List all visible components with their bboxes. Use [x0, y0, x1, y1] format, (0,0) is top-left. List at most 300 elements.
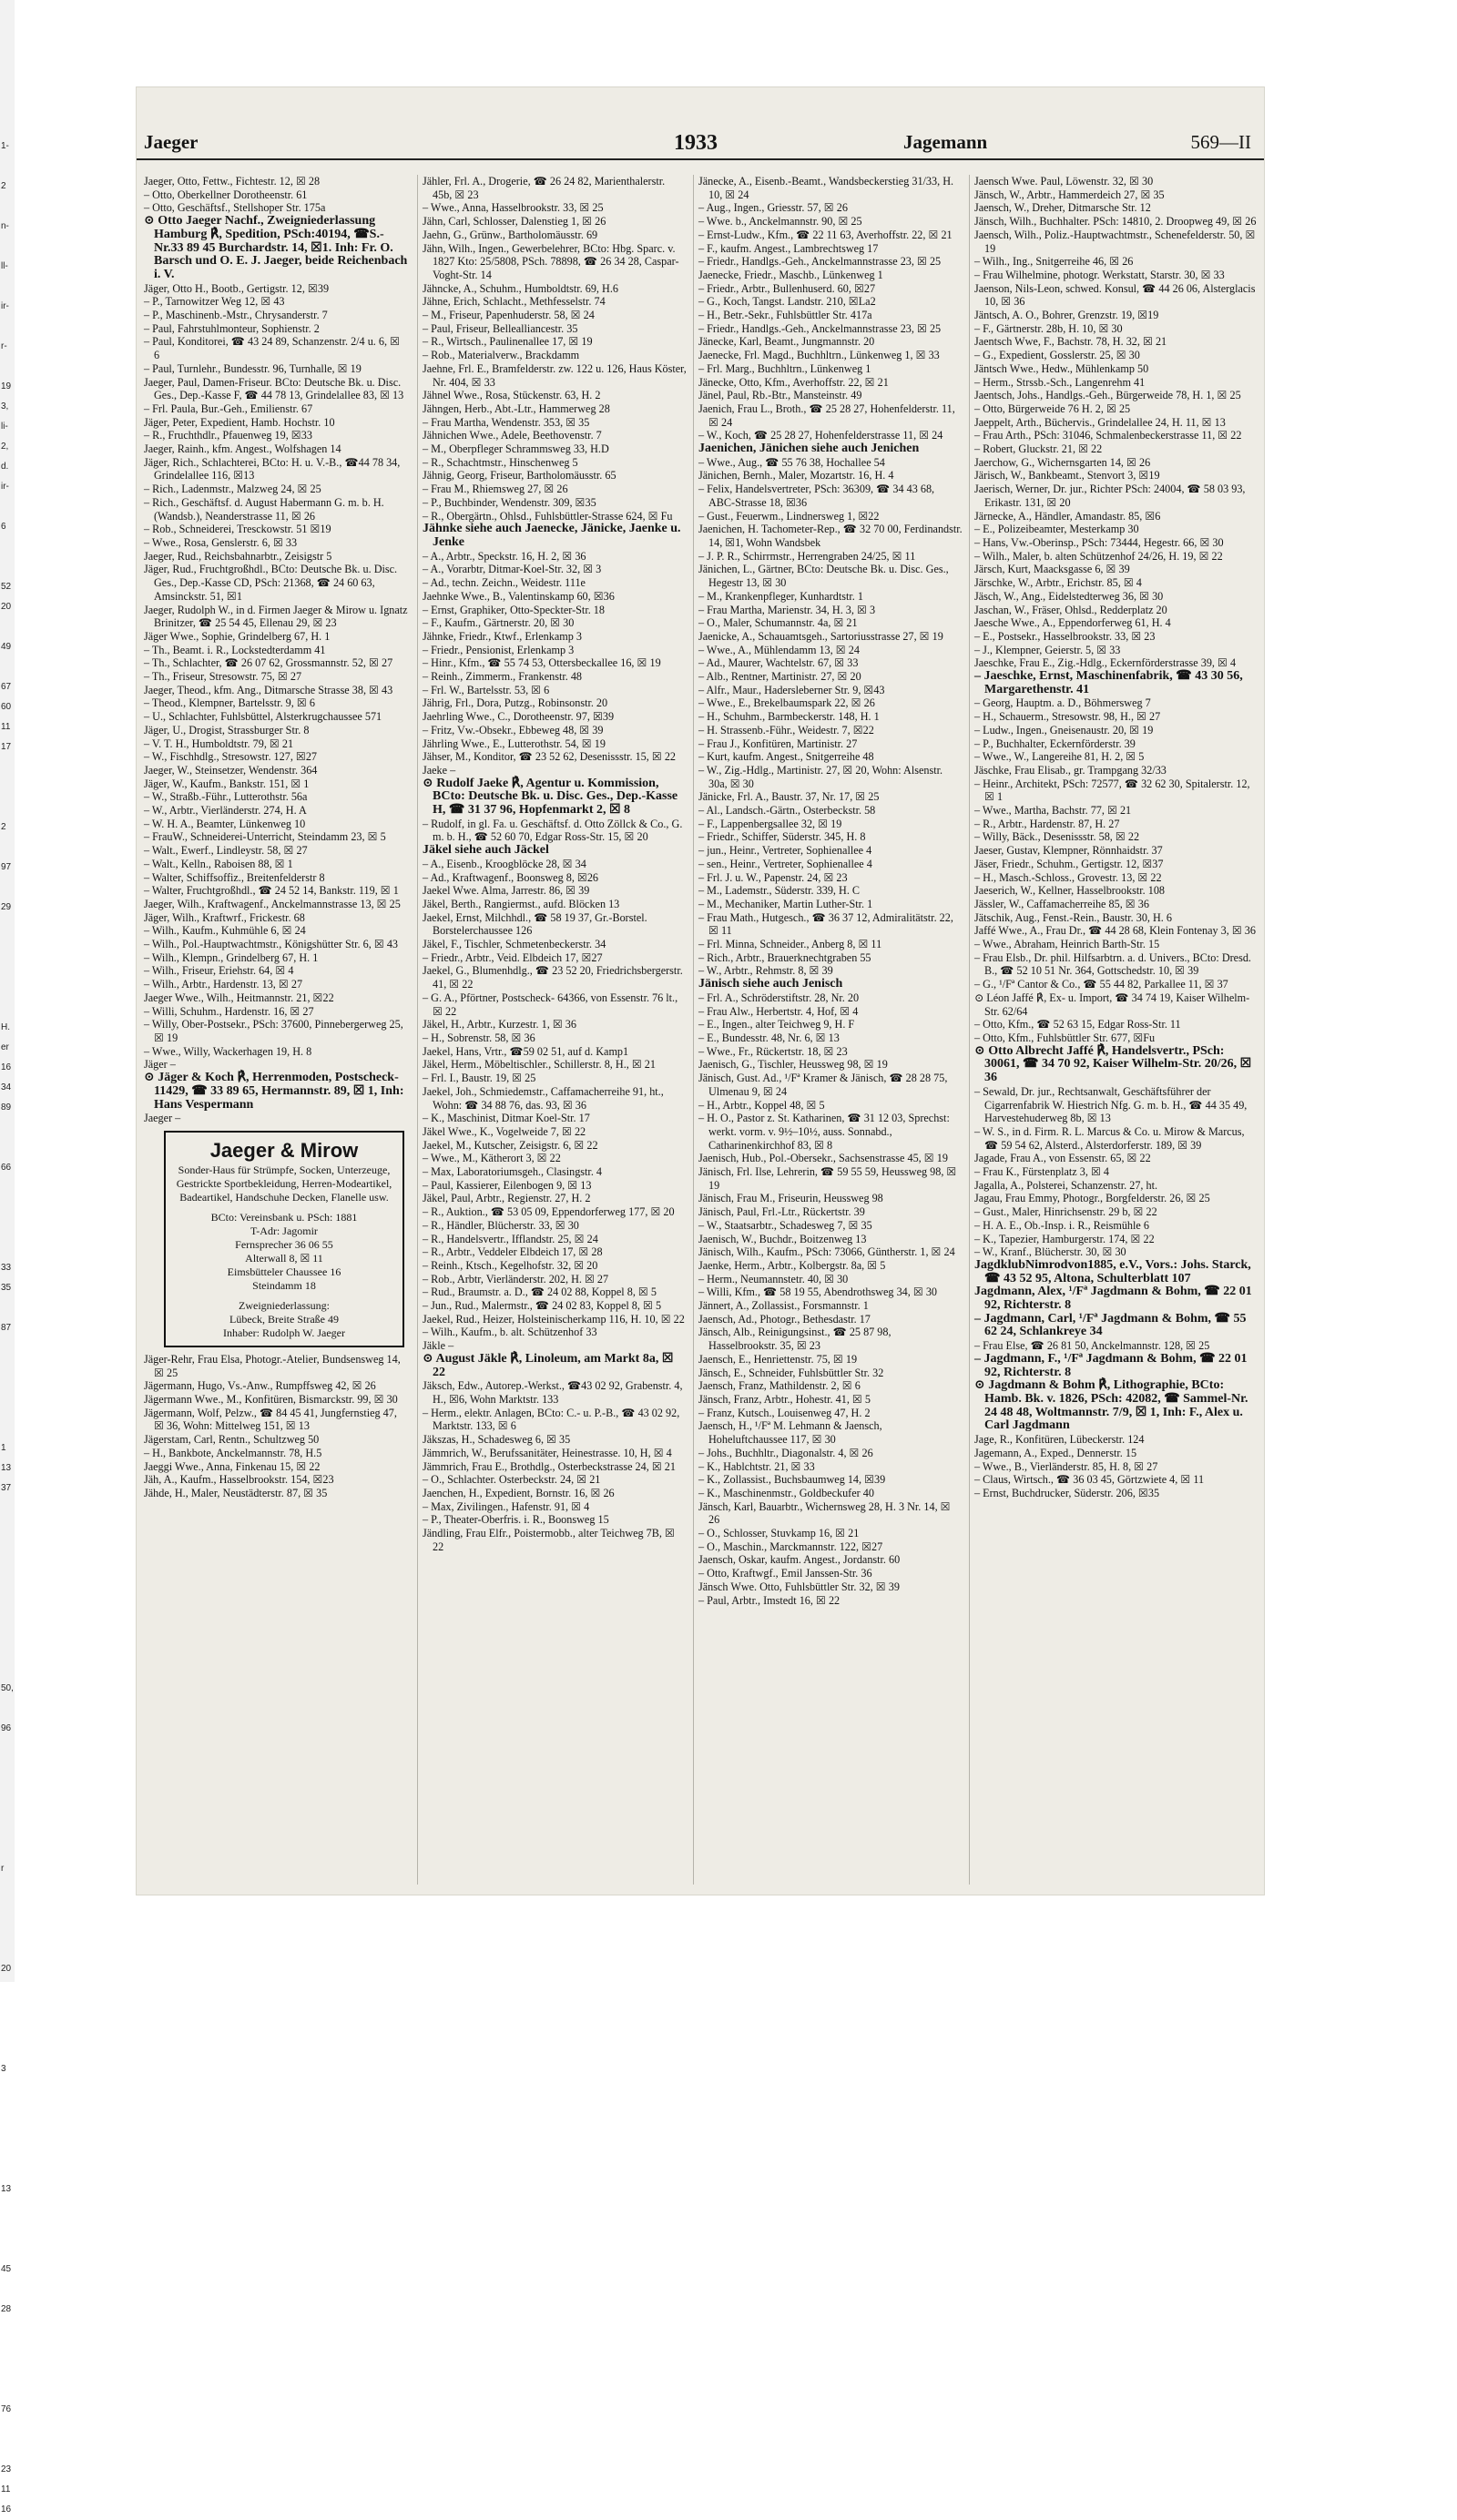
- margin-mark: 16: [1, 1062, 12, 1072]
- directory-entry: Jaenisch, G., Tischler, Heussweg 98, ☒ 19: [698, 1058, 888, 1072]
- margin-mark: 2: [1, 822, 6, 832]
- directory-entry: – H., Betr.-Sekr., Fuhlsbüttler Str. 417a: [698, 309, 872, 322]
- directory-entry: Jänichen, Bernh., Maler, Mozartstr. 16, H. 4: [698, 469, 894, 483]
- directory-entry: – M., Oberpfleger Schrammsweg 33, H.D: [423, 442, 609, 456]
- directory-entry: – H., Sobrenstr. 58, ☒ 36: [423, 1031, 535, 1044]
- margin-mark: [0, 357, 15, 377]
- directory-entry: – Friedr., Schiffer, Süderstr. 345, H. 8: [698, 830, 866, 844]
- directory-entry: – Rich., Arbtr., Brauerknechtgraben 55: [698, 950, 871, 964]
- margin-mark: H.: [1, 1022, 10, 1032]
- directory-entry: Jägermann, Hugo, Vs.-Anw., Rumpffsweg 42, ☒ 26: [144, 1379, 376, 1393]
- directory-entry: Jänisch, Frau M., Friseurin, Heussweg 98: [698, 1192, 883, 1205]
- margin-mark: [0, 1659, 15, 1679]
- directory-entry: Jähnke, Friedr., Ktwf., Erlenkamp 3: [423, 629, 582, 643]
- directory-entry: – Ad., Maurer, Wachtelstr. 67, ☒ 33: [698, 656, 859, 670]
- directory-entry: Jäkel Wwe., K., Vogelweide 7, ☒ 22: [423, 1124, 586, 1138]
- margin-mark: 60: [1, 702, 12, 712]
- directory-entry: Jaenecke, Frl. Magd., Buchhltrn., Lünkenweg 1, ☒ 33: [698, 349, 940, 362]
- directory-entry: – Paul, Konditorei, ☎ 43 24 89, Schanzenstr. 2/4 u. 6, ☒ 6: [144, 335, 401, 362]
- directory-entry: – Walt., Kelln., Raboisen 88, ☒ 1: [144, 857, 293, 870]
- directory-entry: – Frau J., Konfitüren, Martinistr. 27: [698, 737, 858, 750]
- margin-mark: [0, 1539, 15, 1559]
- directory-entry: – Frau M., Rhiemsweg 27, ☒ 26: [423, 483, 568, 496]
- directory-entry: Jährling Wwe., E., Lutterothstr. 54, ☒ 19: [423, 737, 606, 750]
- directory-entry: – Franz, Kutsch., Louisenweg 47, H. 2: [698, 1406, 871, 1419]
- directory-entry: – A., Eisenb., Kroogblöcke 28, ☒ 34: [423, 857, 586, 870]
- directory-entry: – M., Friseur, Papenhuderstr. 58, ☒ 24: [423, 309, 595, 322]
- directory-entry: – Frau Elsb., Dr. phil. Hilfsarbtrn. a. d. Univers., BCto: Dresd. B., ☎ 52 10 51 Nr. 364, Gottschedstr. 10, ☒ 39: [974, 950, 1251, 978]
- margin-mark: 1: [1, 1443, 6, 1453]
- directory-entry: – Reinh., Ktsch., Kegelhofstr. 32, ☒ 20: [423, 1258, 598, 1272]
- directory-entry: – Ernst, Graphiker, Otto-Speckter-Str. 18: [423, 603, 605, 616]
- directory-entry: – Wwe., Willy, Wackerhagen 19, H. 8: [144, 1044, 312, 1058]
- directory-entry: – R., Arbtr., Hardenstr. 87, H. 27: [974, 817, 1120, 830]
- directory-entry: – Rud., Braumstr. a. D., ☎ 24 02 88, Koppel 8, ☒ 5: [423, 1285, 657, 1299]
- directory-entry: Jäger, Rich., Schlachterei, BCto: H. u. V.-B., ☎44 78 34, Grindelallee 116, ☒13: [144, 455, 401, 483]
- directory-entry: – F., Lappenbergsallee 32, ☒ 19: [698, 817, 842, 830]
- directory-entry: Jaensch, E., Henriettenstr. 75, ☒ 19: [698, 1352, 858, 1366]
- directory-entry: Jägermann Wwe., M., Konfitüren, Bismarckstr. 99, ☒ 30: [144, 1393, 398, 1407]
- directory-entry: – Wilh., Klempn., Grindelberg 67, H. 1: [144, 950, 319, 964]
- directory-entry: – Friedr., Pensionist, Erlenkamp 3: [423, 643, 575, 656]
- directory-entry: – Frau Martha, Wendenstr. 353, ☒ 35: [423, 415, 590, 429]
- directory-entry: Jaeger, Rud., Reichsbahnarbtr., Zeisigstr 5: [144, 549, 332, 563]
- directory-entry: Jäger Wwe., Sophie, Grindelberg 67, H. 1: [144, 629, 331, 643]
- directory-entry: – K., Hablchtstr. 21, ☒ 33: [698, 1459, 815, 1473]
- directory-entry: – Walter, Fruchtgroßhdl., ☎ 24 52 14, Bankstr. 119, ☒ 1: [144, 884, 399, 898]
- margin-mark: [0, 2119, 15, 2139]
- directory-entry: – V. T. H., Humboldtstr. 79, ☒ 21: [144, 737, 294, 750]
- directory-entry: – H., Schauerm., Stresowstr. 98, H., ☒ 27: [974, 710, 1161, 724]
- directory-entry: ⊙ Jagdmann & Bohm ℟, Lithographie, BCto: Hamb. Bk. v. 1826, PSch: 42082, ☎ Sammel-Nr. 24 48 48, Woltmannstr. 7/9, ☒ 1, Inh: F., Alex u. Carl Jagdmann: [974, 1378, 1248, 1433]
- directory-entry: – R., Arbtr., Veddeler Elbdeich 17, ☒ 28: [423, 1245, 603, 1259]
- directory-entry: Jaesche Wwe., A., Eppendorferweg 61, H. 4: [974, 616, 1171, 630]
- directory-entry: Jäkel siehe auch Jäckel: [423, 843, 549, 858]
- directory-entry: Jäkel, Herm., Möbeltischler., Schillerstr. 8, H., ☒ 21: [423, 1058, 656, 1072]
- ad-branch-label: Zweigniederlassung:: [239, 1298, 330, 1312]
- margin-mark: [0, 2420, 15, 2440]
- directory-entry: – W., Koch, ☎ 25 28 27, Hohenfelderstrasse 11, ☒ 24: [698, 429, 943, 442]
- margin-mark: [0, 1639, 15, 1659]
- directory-entry: – Rob., Arbtr, Vierländerstr. 202, H. ☒ 27: [423, 1272, 609, 1285]
- directory-entry: Jagemann, A., Exped., Dennerstr. 15: [974, 1446, 1137, 1459]
- directory-entry: – W., Arbtr., Rehmstr. 8, ☒ 39: [698, 964, 833, 978]
- directory-entry: Jänecke, A., Eisenb.-Beamt., Wandsbeckerstieg 31/33, H. 10, ☒ 24: [698, 175, 954, 201]
- directory-entry: Jaeger, Theod., kfm. Ang., Ditmarsche Strasse 38, ☒ 43: [144, 683, 393, 696]
- directory-entry: Jaeger, Wilh., Kraftwagenf., Anckelmannstrasse 13, ☒ 25: [144, 897, 401, 910]
- margin-mark: [0, 1358, 15, 1378]
- directory-entry: Jähler, Frl. A., Drogerie, ☎ 26 24 82, Marienthalerstr. 45b, ☒ 23: [423, 175, 666, 201]
- margin-mark: [0, 657, 15, 677]
- margin-mark: [0, 537, 15, 557]
- directory-entry: Jaekel, Joh., Schmiedemstr., Caffamacherreihe 91, ht., Wohn: ☎ 34 88 76, das. 93, ☒ 36: [423, 1084, 664, 1112]
- ad-bank: BCto: Vereinsbank u. PSch: 1881: [210, 1210, 358, 1224]
- margin-mark: 2,: [1, 442, 9, 452]
- directory-entry: Jaeggi Wwe., Anna, Finkenau 15, ☒ 22: [144, 1459, 321, 1473]
- directory-entry: – Fritz, Vw.-Obsekr., Ebbeweg 48, ☒ 39: [423, 723, 604, 737]
- margin-mark: ir-: [1, 301, 9, 311]
- margin-mark: [0, 2340, 15, 2360]
- directory-entry: Jäsch, W., Ang., Eidelstedterweg 36, ☒ 30: [974, 589, 1164, 603]
- directory-entry: – O., Maler, Schumannstr. 4a, ☒ 21: [698, 616, 858, 630]
- margin-mark: [0, 978, 15, 998]
- directory-entry: – Reinh., Zimmerm., Frankenstr. 48: [423, 670, 583, 684]
- directory-entry: – Frl. Paula, Bur.-Geh., Emilienstr. 67: [144, 401, 313, 415]
- directory-entry: Jänsch, Franz, Arbtr., Hohestr. 41, ☒ 5: [698, 1392, 871, 1406]
- margin-mark: 1-: [1, 141, 9, 151]
- margin-mark: [0, 2079, 15, 2099]
- directory-entry: Jänecke, Otto, Kfm., Averhoffstr. 22, ☒ 21: [698, 375, 889, 389]
- directory-entry: – H., Masch.-Schloss., Grovestr. 13, ☒ 22: [974, 870, 1162, 884]
- directory-entry: JagdklubNimrodvon1885, e.V., Vors.: Johs. Starck, ☎ 43 52 95, Altona, Schulterblatt 107: [974, 1257, 1251, 1285]
- directory-entry: – Friedr., Arbtr., Bullenhuserd. 60, ☒27: [698, 281, 876, 295]
- margin-mark: [0, 1739, 15, 1759]
- directory-entry: – F., Kaufm., Gärtnerstr. 20, ☒ 30: [423, 616, 575, 630]
- directory-entry: – Paul, Turnlehr., Bundesstr. 96, Turnhalle, ☒ 19: [144, 361, 362, 375]
- directory-entry: – Paul, Friseur, Bellealliancestr. 35: [423, 321, 578, 335]
- directory-entry: – Otto, Kfm., ☎ 52 63 15, Edgar Ross-Str. 11: [974, 1018, 1181, 1031]
- margin-mark: [0, 1218, 15, 1238]
- margin-mark: [0, 2240, 15, 2260]
- directory-entry: Jaentsch Wwe, F., Bachstr. 78, H. 32, ☒ 21: [974, 335, 1167, 349]
- directory-entry: – Frl. A., Schröderstiftstr. 28, Nr. 20: [698, 991, 860, 1004]
- directory-entry: Jänsch, Karl, Bauarbtr., Wichernsweg 28, H. 3 Nr. 14, ☒ 26: [698, 1499, 951, 1527]
- directory-entry: – H. A. E., Ob.-Insp. i. R., Reismühle 6: [974, 1218, 1149, 1232]
- directory-entry: Jäkel, Berth., Rangiermst., aufd. Blöcken 13: [423, 897, 620, 910]
- directory-entry: Jaenichen, H. Tachometer-Rep., ☎ 32 70 00, Ferdinandstr. 14, ☒1, Wohn Wandsbek: [698, 523, 963, 549]
- margin-mark: 66: [1, 1163, 12, 1173]
- directory-entry: Jaekel, M., Kutscher, Zeisigstr. 6, ☒ 22: [423, 1138, 598, 1152]
- directory-entry: Jaehne, Frl. E., Bramfelderstr. zw. 122 u. 126, Haus Köster, Nr. 404, ☒ 33: [423, 361, 687, 389]
- directory-entry: Jänisch, Frl. Ilse, Lehrerin, ☎ 59 55 59, Heussweg 98, ☒ 19: [698, 1165, 957, 1192]
- ad-title: Jaeger & Mirow: [209, 1138, 359, 1162]
- directory-entry: Jähn, Wilh., Ingen., Gewerbelehrer, BCto: Hbg. Sparc. v. 1827 Kto: 25/5808, PSch. 78898, ☎ 26 34 28, Caspar-Voght-Str. 14: [423, 241, 679, 281]
- directory-entry: Järnecke, A., Händler, Amandastr. 85, ☒6: [974, 509, 1161, 523]
- directory-entry: – Wilh., Maler, b. alten Schützenhof 24/26, H. 19, ☒ 22: [974, 549, 1223, 563]
- directory-entry: Jäkel, Paul, Arbtr., Regienstr. 27, H. 2: [423, 1192, 591, 1205]
- directory-entry: Jagalla, A., Polsterei, Schanzenstr. 27, ht.: [974, 1178, 1158, 1192]
- directory-entry: Jagau, Frau Emmy, Photogr., Borgfelderstr. 26, ☒ 25: [974, 1192, 1210, 1205]
- margin-mark: 37: [1, 1483, 12, 1493]
- directory-entry: Jaschan, W., Fräser, Ohlsd., Redderplatz 20: [974, 603, 1167, 616]
- margin-mark: ir-: [1, 482, 9, 492]
- directory-entry: – Wilh., Kaufm., Kuhmühle 6, ☒ 24: [144, 924, 306, 938]
- margin-mark: [0, 998, 15, 1018]
- margin-mark: [0, 1138, 15, 1158]
- margin-mark: [0, 2220, 15, 2240]
- directory-entry: Jaenecke, Friedr., Maschb., Lünkenweg 1: [698, 268, 883, 281]
- margin-mark: 17: [1, 742, 12, 752]
- directory-entry: Jaeger Wwe., Wilh., Heitmannstr. 21, ☒22: [144, 991, 334, 1004]
- directory-entry: Jaffé Wwe., A., Frau Dr., ☎ 44 28 68, Klein Fontenay 3, ☒ 36: [974, 924, 1256, 938]
- directory-entry: Jaenich, Frau L., Broth., ☎ 25 28 27, Hohenfelderstr. 11, ☒ 24: [698, 401, 955, 429]
- margin-mark: [0, 1298, 15, 1318]
- directory-entry: – Otto, Kfm., Fuhlsbüttler Str. 677, ☒Fu: [974, 1031, 1156, 1044]
- directory-entry: – Frl. Minna, Schneider., Anberg 8, ☒ 11: [698, 938, 882, 951]
- directory-entry: – J., Klempner, Geierstr. 5, ☒ 33: [974, 643, 1121, 656]
- directory-entry: – H. O., Pastor z. St. Katharinen, ☎ 31 12 03, Sprechst: werkt. vorm. v. 9½–10½, auss. Sonnabd., Catharinenkirchhof 83, ☒ 8: [698, 1112, 950, 1152]
- column-3: [693, 175, 963, 1885]
- directory-entry: – Hans, Vw.-Oberinsp., PSch: 73444, Hegestr. 66, ☒ 30: [974, 535, 1224, 549]
- directory-entry: – Ad., Kraftwagenf., Boonsweg 8, ☒26: [423, 870, 599, 884]
- directory-entry: Jässler, W., Caffamacherreihe 85, ☒ 36: [974, 897, 1149, 910]
- directory-entry: Jaekel, Ernst, Milchhdl., ☎ 58 19 37, Gr.-Borstel. Borstelerchaussee 126: [423, 910, 647, 938]
- margin-mark: [0, 918, 15, 938]
- margin-mark: [0, 1378, 15, 1398]
- margin-mark: [0, 1198, 15, 1218]
- directory-entry: – sen., Heinr., Vertreter, Sophienallee 4: [698, 857, 872, 870]
- directory-entry: – F., kaufm. Angest., Lambrechtsweg 17: [698, 241, 879, 255]
- directory-entry: – Wwe., Anna, Hasselbrookstr. 33, ☒ 25: [423, 201, 604, 215]
- directory-entry: – Frau Else, ☎ 26 81 50, Anckelmannstr. 128, ☒ 25: [974, 1339, 1210, 1353]
- directory-entry: Jänisch, Gust. Ad., ¹/Fª Kramer & Jänisch, ☎ 28 28 75, Ulmenau 9, ☒ 24: [698, 1072, 948, 1098]
- directory-entry: – Wwe., Abraham, Heinrich Barth-Str. 15: [974, 938, 1160, 951]
- margin-mark: [0, 277, 15, 297]
- directory-entry: Järsch, Kurt, Maacksgasse 6, ☒ 39: [974, 563, 1130, 576]
- directory-entry: – Wwe., Aug., ☎ 55 76 38, Hochallee 54: [698, 455, 885, 469]
- margin-mark: 2: [1, 181, 6, 191]
- ad-address-3: Steindamm 18: [252, 1278, 316, 1292]
- margin-mark: [0, 1999, 15, 2019]
- page-number: 569—II: [1190, 131, 1251, 153]
- directory-entry: Jänsch, Wilh., Buchhalter. PSch: 14810, 2. Droopweg 49, ☒ 26: [974, 215, 1257, 229]
- ad-owner: Inhaber: Rudolph W. Jaeger: [223, 1326, 345, 1339]
- directory-entry: Jäger, Otto H., Bootb., Gertigstr. 12, ☒39: [144, 281, 330, 295]
- ad-phone: Fernsprecher 36 06 55: [235, 1237, 333, 1251]
- margin-mark: [0, 1238, 15, 1258]
- directory-entry: – R., Wirtsch., Paulinenallee 17, ☒ 19: [423, 335, 593, 349]
- margin-mark: [0, 838, 15, 858]
- directory-entry: – Max, Zivilingen., Hafenstr. 91, ☒ 4: [423, 1499, 590, 1513]
- directory-entry: – Th., Beamt. i. R., Lockstedterdamm 41: [144, 643, 326, 656]
- directory-entry: Jäntsch, A. O., Bohrer, Grenzstr. 19, ☒19: [974, 309, 1159, 322]
- directory-entry: – R., Auktion., ☎ 53 05 09, Eppendorferweg 177, ☒ 20: [423, 1205, 675, 1219]
- margin-mark: 49: [1, 642, 12, 652]
- directory-entry: Jaeger, W., Steinsetzer, Wendenstr. 364: [144, 763, 318, 777]
- directory-entry: – F., Gärtnerstr. 28b, H. 10, ☒ 30: [974, 321, 1123, 335]
- directory-entry: – G. A., Pförtner, Postscheck- 64366, von Essenstr. 76 lt., ☒ 22: [423, 991, 678, 1018]
- directory-entry: Jaensch, Franz, Mathildenstr. 2, ☒ 6: [698, 1379, 861, 1393]
- directory-entry: – Rudolf, in gl. Fa. u. Geschäftsf. d. Otto Zöllck & Co., G. m. b. H., ☎ 52 60 70, Edgar Ross-Str. 15, ☒ 20: [423, 817, 683, 844]
- column-2: [417, 175, 687, 1885]
- directory-entry: Jäkle –: [423, 1339, 454, 1353]
- page-header: [137, 131, 1264, 160]
- directory-entry: Jaeppelt, Arth., Büchervis., Grindelallee 24, H. 11, ☒ 13: [974, 415, 1226, 429]
- directory-entry: Jaeger, Otto, Fettw., Fichtestr. 12, ☒ 28: [144, 175, 321, 188]
- directory-entry: – FrauW., Schneiderei-Unterricht, Steindamm 23, ☒ 5: [144, 830, 386, 844]
- margin-mark: 3: [1, 2064, 6, 2074]
- directory-entry: – E., Postsekr., Hasselbrookstr. 33, ☒ 23: [974, 629, 1156, 643]
- directory-entry: – G., ¹/Fª Cantor & Co., ☎ 55 44 82, Parkallee 11, ☒ 37: [974, 978, 1228, 991]
- directory-entry: Jänisch siehe auch Jenisch: [698, 977, 843, 991]
- margin-mark: [0, 798, 15, 818]
- margin-mark: [0, 1919, 15, 1939]
- directory-entry: – Wwe., Rosa, Genslerstr. 6, ☒ 33: [144, 535, 298, 549]
- margin-mark: r: [1, 1864, 5, 1874]
- directory-entry: – Paul, Kassierer, Eilenbogen 9, ☒ 13: [423, 1178, 592, 1192]
- directory-entry: – Rich., Ladenmstr., Malzweg 24, ☒ 25: [144, 483, 321, 496]
- directory-entry: – A., Vorarbtr, Ditmar-Koel-Str. 32, ☒ 3: [423, 563, 602, 576]
- directory-entry: Jäkel, F., Tischler, Schmetenbeckerstr. 34: [423, 938, 606, 951]
- directory-entry: Jäger, U., Drogist, Strassburger Str. 8: [144, 723, 310, 737]
- column-4: [969, 175, 1257, 1885]
- directory-entry: Jähn, Carl, Schlosser, Dalenstieg 1, ☒ 26: [423, 215, 606, 229]
- directory-entry: – U., Schlachter, Fuhlsbüttel, Alsterkrugchaussee 571: [144, 710, 382, 724]
- directory-entry: – Jun., Rud., Malermstr., ☎ 24 02 83, Koppel 8, ☒ 5: [423, 1299, 662, 1313]
- margin-mark: 11: [1, 2484, 11, 2495]
- directory-entry: – M., Lademstr., Süderstr. 339, H. C: [698, 884, 861, 898]
- directory-entry: – Willy, Ober-Postsekr., PSch: 37600, Pinnebergerweg 25, ☒ 19: [144, 1018, 403, 1044]
- directory-entry: Jäger, Wilh., Kraftwrf., Frickestr. 68: [144, 910, 305, 924]
- directory-entry: – Paul, Fahrstuhlmonteur, Sophienstr. 2: [144, 321, 320, 335]
- margin-mark: [0, 497, 15, 517]
- directory-entry: – Robert, Gluckstr. 21, ☒ 22: [974, 442, 1103, 456]
- directory-entry: – Th., Schlachter, ☎ 26 07 62, Grossmannstr. 52, ☒ 27: [144, 656, 393, 670]
- margin-mark: [0, 878, 15, 898]
- directory-entry: Jäser, Friedr., Schuhm., Gertigstr. 12, ☒37: [974, 857, 1164, 870]
- margin-mark: 6: [1, 522, 6, 532]
- directory-entry: – Herm., Neumannstetr. 40, ☒ 30: [698, 1272, 849, 1285]
- directory-entry: – Ernst-Ludw., Kfm., ☎ 22 11 63, Averhoffstr. 22, ☒ 21: [698, 228, 953, 241]
- directory-entry: – Ad., techn. Zeichn., Weidestr. 111e: [423, 576, 586, 590]
- directory-entry: Jähngen, Herb., Abt.-Ltr., Hammerweg 28: [423, 401, 610, 415]
- directory-entry: – Walter, Schiffsoffiz., Breitenfelderstr 8: [144, 870, 325, 884]
- directory-entry: Jaehn, G., Grünw., Bartholomäusstr. 69: [423, 228, 598, 241]
- directory-entry: – Willy, Bäck., Desenissstr. 58, ☒ 22: [974, 830, 1140, 844]
- directory-entry: Jänel, Paul, Rb.-Btr., Mansteinstr. 49: [698, 389, 862, 402]
- ad-address-1: Alterwall 8, ☒ 11: [245, 1251, 323, 1265]
- directory-entry: – W., Straßb.-Führ., Lutterothstr. 56a: [144, 790, 308, 804]
- entry-columns: [144, 175, 1257, 1885]
- header-year: 1933: [674, 131, 718, 155]
- directory-entry: – jun., Heinr., Vertreter, Sophienallee 4: [698, 844, 872, 858]
- margin-mark: [0, 237, 15, 257]
- directory-entry: – K., Tapezier, Hamburgerstr. 174, ☒ 22: [974, 1232, 1155, 1245]
- directory-entry: Jäkszas, H., Schadesweg 6, ☒ 35: [423, 1433, 571, 1447]
- directory-entry: Jaeger, Rainh., kfm. Angest., Wolfshagen 14: [144, 442, 341, 456]
- directory-entry: Jähnig, Georg, Friseur, Bartholomäusstr. 65: [423, 469, 616, 483]
- directory-entry: – W., Staatsarbtr., Schadesweg 7, ☒ 35: [698, 1218, 872, 1232]
- directory-entry: – Wilh., Arbtr., Hardenstr. 13, ☒ 27: [144, 978, 303, 991]
- directory-entry: – K., Zollassist., Buchsbaumweg 14, ☒39: [698, 1473, 886, 1487]
- directory-entry: – H. Strassenb.-Führ., Weidestr. 7, ☒22: [698, 723, 874, 737]
- directory-entry: Jährig, Frl., Dora, Putzg., Robinsonstr. 20: [423, 696, 608, 710]
- directory-entry: – O., Schlosser, Stuvkamp 16, ☒ 21: [698, 1527, 860, 1540]
- directory-entry: – Jagdmann, F., ¹/Fª Jagdmann & Bohm, ☎ 22 01 92, Richterstr. 8: [974, 1351, 1248, 1379]
- margin-mark: li-: [1, 422, 8, 432]
- directory-entry: Jaensch, Ad., Photogr., Bethesdastr. 17: [698, 1312, 871, 1326]
- directory-entry: – Gust., Maler, Hinrichsenstr. 29 b, ☒ 22: [974, 1205, 1157, 1219]
- margin-mark: 87: [1, 1323, 12, 1333]
- margin-mark: [0, 757, 15, 777]
- directory-entry: – Th., Friseur, Stresowstr. 75, ☒ 27: [144, 670, 302, 684]
- ad-address-2: Eimsbütteler Chaussee 16: [227, 1265, 341, 1278]
- directory-entry: – Frau Arth., PSch: 31046, Schmalenbeckerstrasse 11, ☒ 22: [974, 429, 1242, 442]
- directory-entry: – K., Maschinist, Ditmar Koel-Str. 17: [423, 1112, 590, 1125]
- margin-mark: [0, 1879, 15, 1899]
- directory-entry: ⊙ August Jäkle ℟, Linoleum, am Markt 8a, ☒ 22: [423, 1351, 674, 1379]
- directory-entry: Jaerchow, G., Wichernsgarten 14, ☒ 26: [974, 455, 1151, 469]
- directory-entry: – Max, Laboratoriumsgeh., Clasingstr. 4: [423, 1165, 603, 1179]
- directory-entry: – Wwe., B., Vierländerstr. 85, H. 8, ☒ 27: [974, 1459, 1158, 1473]
- directory-entry: – R., Schachtmstr., Hinschenweg 5: [423, 455, 578, 469]
- directory-entry: – Gust., Feuerwm., Lindnersweg 1, ☒22: [698, 509, 880, 523]
- directory-entry: – Frl. Marg., Buchhltrn., Lünkenweg 1: [698, 361, 871, 375]
- directory-entry: Jaenson, Nils-Leon, schwed. Konsul, ☎ 44 26 06, Alsterglacis 10, ☒ 36: [974, 281, 1256, 309]
- directory-entry: – Friedr., Arbtr., Veid. Elbdeich 17, ☒27: [423, 950, 603, 964]
- directory-entry: – Frau K., Fürstenplatz 3, ☒ 4: [974, 1165, 1110, 1179]
- directory-entry: – K., Maschinenmstr., Goldbeckufer 40: [698, 1486, 874, 1499]
- directory-entry: – Claus, Wirtsch., ☎ 36 03 45, Görtzwiete 4, ☒ 11: [974, 1473, 1205, 1487]
- directory-entry: Jaekel, G., Blumenhdlg., ☎ 23 52 20, Friedrichsbergerstr. 41, ☒ 22: [423, 964, 683, 991]
- directory-entry: Jaensch, Oskar, kaufm. Angest., Jordanstr. 60: [698, 1553, 901, 1567]
- directory-entry: – Wwe., W., Langereihe 81, H. 2, ☒ 5: [974, 750, 1145, 764]
- directory-entry: – Friedr., Handlgs.-Geh., Anckelmannstrasse 23, ☒ 25: [698, 255, 942, 269]
- directory-entry: – Heinr., Architekt, PSch: 72577, ☎ 32 62 30, Spitalerstr. 12, ☒ 1: [974, 777, 1250, 804]
- margin-mark: [0, 2440, 15, 2460]
- margin-mark: [0, 2099, 15, 2119]
- directory-entry: – Frau Martha, Marienstr. 34, H. 3, ☒ 3: [698, 603, 876, 616]
- directory-entry: Jämmrich, Frau E., Brothdlg., Osterbeckstrasse 24, ☒ 21: [423, 1459, 676, 1473]
- margin-mark: 16: [1, 2505, 12, 2515]
- margin-mark: d.: [1, 462, 9, 472]
- directory-entry: Jaeserich, W., Kellner, Hasselbrookstr. 108: [974, 884, 1166, 898]
- directory-entry: – Otto, Oberkellner Dorotheenstr. 61: [144, 188, 308, 201]
- directory-entry: – Felix, Handelsvertreter, PSch: 36309, ☎ 34 43 68, ABC-Strasse 18, ☒36: [698, 483, 935, 509]
- margin-mark: 89: [1, 1102, 12, 1113]
- directory-entry: – Wilh., Ing., Snitgerreihe 46, ☒ 26: [974, 255, 1134, 269]
- margin-mark: [0, 1819, 15, 1839]
- directory-entry: Jähde, H., Maler, Neustädterstr. 87, ☒ 35: [144, 1486, 328, 1499]
- directory-entry: – R., Händler, Blücherstr. 33, ☒ 30: [423, 1218, 579, 1232]
- margin-mark: 19: [1, 381, 12, 391]
- directory-entry: – W. H. A., Beamter, Lünkenweg 10: [144, 817, 306, 830]
- margin-mark: 97: [1, 862, 12, 872]
- directory-entry: – W., Fischhdlg., Stresowstr. 127, ☒27: [144, 750, 318, 764]
- directory-entry: Jaenicke, A., Schauamtsgeh., Sartoriusstrasse 27, ☒ 19: [698, 629, 943, 643]
- directory-entry: Jaeger, Rudolph W., in d. Firmen Jaeger & Mirow u. Ignatz Brinitzer, ☎ 25 54 45, Ellenau 29, ☒ 23: [144, 603, 408, 630]
- directory-entry: Jaenke, Herm., Arbtr., Kolbergstr. 8a, ☒ 5: [698, 1258, 886, 1272]
- directory-entry: – Frl. I., Baustr. 19, ☒ 25: [423, 1072, 536, 1085]
- directory-entry: Jänsch Wwe. Otto, Fuhlsbüttler Str. 32, ☒ 39: [698, 1580, 900, 1593]
- margin-mark: [0, 557, 15, 577]
- directory-entry: – Paul, Arbtr., Imstedt 16, ☒ 22: [698, 1593, 841, 1607]
- directory-entry: Jätschik, Aug., Fenst.-Rein., Baustr. 30, H. 6: [974, 910, 1172, 924]
- directory-entry: – Rich., Geschäftsf. d. August Habermann G. m. b. H. (Wandsb.), Neanderstrasse 11, ☒ 26: [144, 495, 384, 523]
- directory-entry: Jaekel Wwe. Alma, Jarrestr. 86, ☒ 39: [423, 884, 590, 898]
- directory-entry: – Herm., Strssb.-Sch., Langenrehm 41: [974, 375, 1146, 389]
- directory-entry: – Friedr., Handlgs.-Geh., Anckelmannstrasse 23, ☒ 25: [698, 321, 942, 335]
- directory-entry: Jäksch, Edw., Autorep.-Werkst., ☎43 02 92, Grabenstr. 4, H., ☒6, Wohn Marktstr. 133: [423, 1379, 683, 1406]
- directory-entry: – E., Bundesstr. 48, Nr. 6, ☒ 13: [698, 1031, 840, 1044]
- margin-mark: [0, 958, 15, 978]
- directory-entry: – Wwe., A., Mühlendamm 13, ☒ 24: [698, 643, 860, 656]
- directory-entry: Jäger, Rud., Fruchtgroßhdl., BCto: Deutsche Bk. u. Disc. Ges., Dep.-Kasse CD, PSch: 21368, ☎ 24 60 63, Amsinckstr. 51, ☒1: [144, 563, 398, 603]
- directory-entry: – Al., Landsch.-Gärtn., Osterbeckstr. 58: [698, 804, 876, 818]
- directory-entry: Jänsch, E., Schneider, Fuhlsbüttler Str. 32: [698, 1366, 884, 1379]
- directory-entry: ⊙ Léon Jaffé ℟, Ex- u. Import, ☎ 34 74 19, Kaiser Wilhelm-Str. 62/64: [974, 991, 1250, 1018]
- margin-mark: [0, 1178, 15, 1198]
- directory-entry: – E., Ingen., alter Teichweg 9, H. F: [698, 1018, 855, 1031]
- directory-entry: Jähser, M., Konditor, ☎ 23 52 62, Desenissstr. 15, ☒ 22: [423, 750, 677, 764]
- directory-entry: – O., Maschin., Marckmannstr. 122, ☒27: [698, 1539, 883, 1553]
- margin-mark: 3,: [1, 401, 9, 412]
- directory-page: [137, 87, 1264, 1895]
- directory-entry: Jänisch, Wilh., Kaufm., PSch: 73066, Güntherstr. 1, ☒ 24: [698, 1245, 955, 1259]
- ad-description: Sonder-Haus für Strümpfe, Socken, Unterzeuge, Gestrickte Sportbekleidung, Herren-Modeartikel, Badeartikel, Handschuhe Decken, Flanelle usw.: [176, 1163, 392, 1204]
- directory-entry: – Sewald, Dr. jur., Rechtsanwalt, Geschäftsführer der Cigarrenfabrik W. Hiestrich Nfg. G. m. b. H., ☎ 44 35 49, Harvestehuderweg 8b, ☒ 13: [974, 1084, 1248, 1125]
- directory-entry: – Frau Math., Hutgesch., ☎ 36 37 12, Admiralitätstr. 22, ☒ 11: [698, 910, 953, 938]
